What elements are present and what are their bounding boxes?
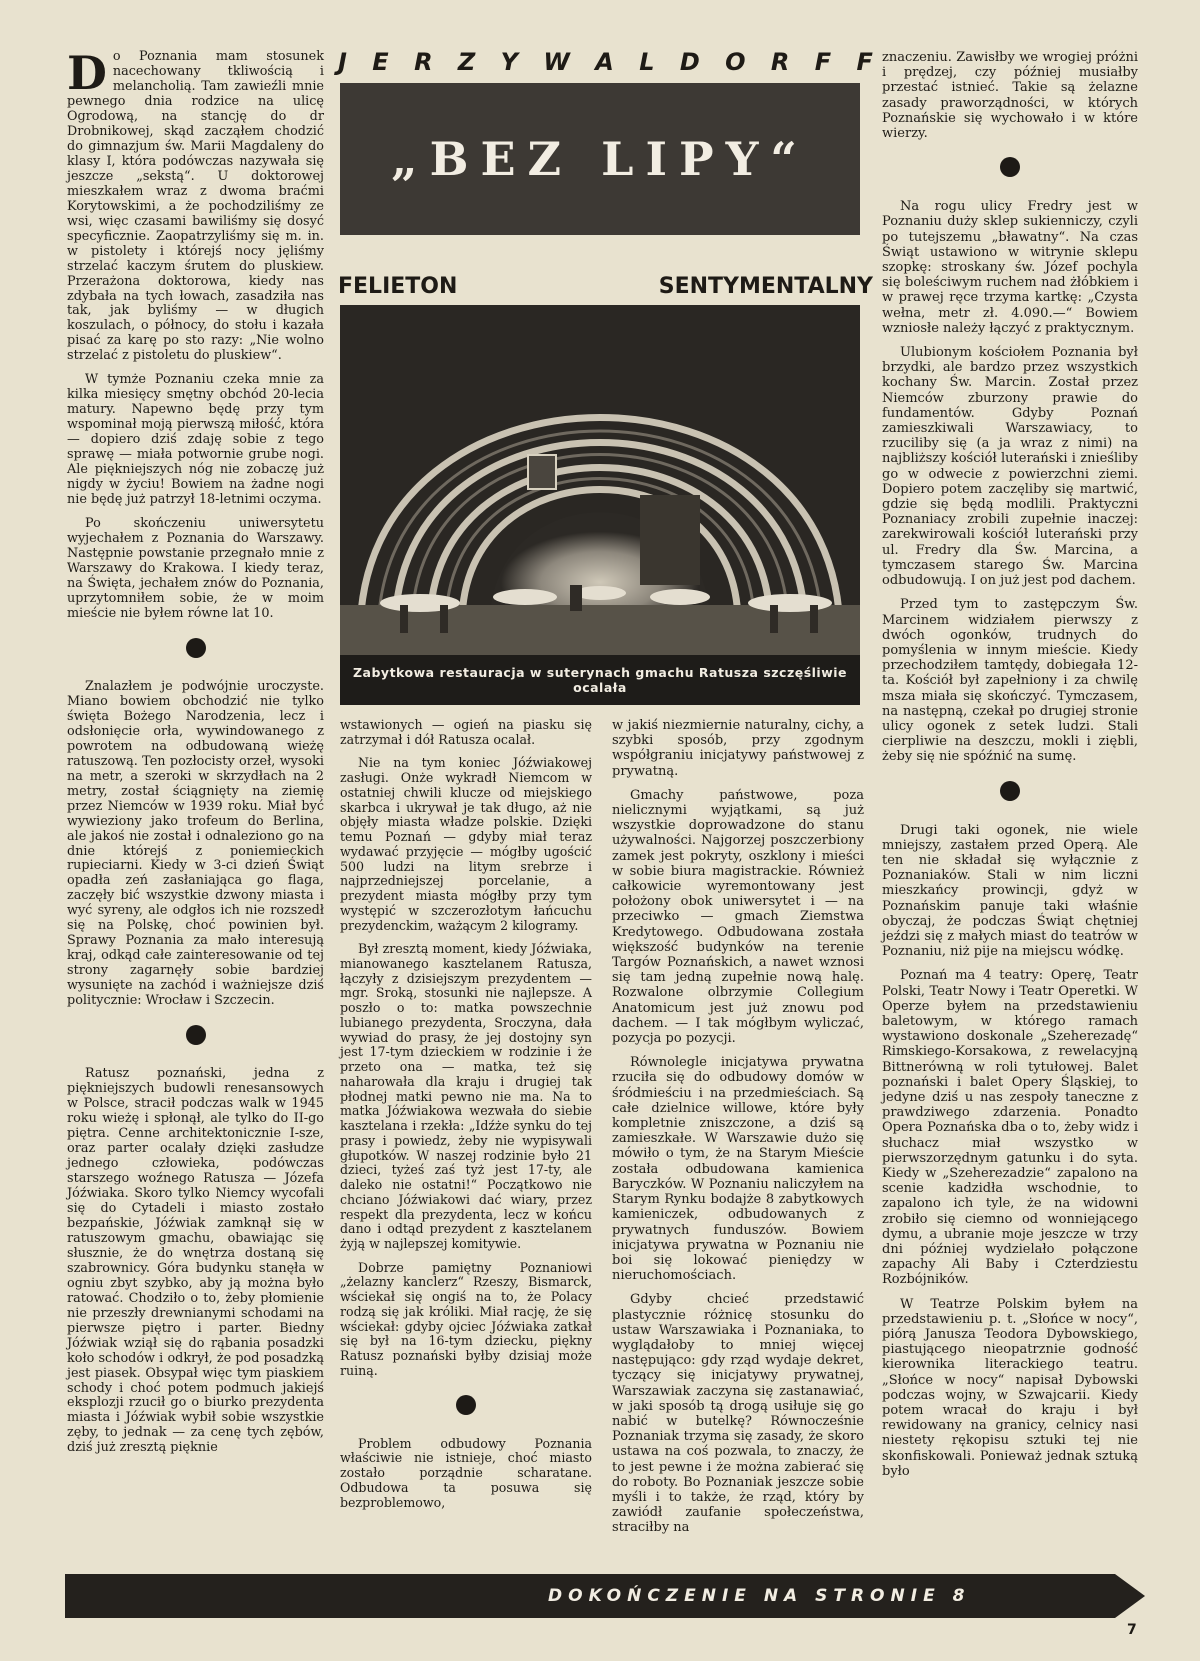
author-letter: O — [725, 48, 746, 76]
paragraph: W tymże Poznaniu czeka mnie za kilka miesięcy smętny obchód 20-lecia matury. Napewno będę przy tym wspominał moją pierwszą miłość, która — dopiero dziś zdaję sobie z tego sprawę — miała potwornie grube nogi. Ale piękniejszych nóg nie zobaczę już nigdy w życiu! Bowiem na żadne nogi nie będę już patrzył 18-letnimi oczyma. — [67, 372, 324, 508]
author-letter: J — [338, 48, 347, 76]
title-banner — [340, 83, 860, 235]
restaurant-photo — [340, 305, 860, 705]
author-letter: A — [595, 48, 614, 76]
subtitle-word: FELIETON — [338, 274, 458, 299]
paragraph: Przed tym to zastępczym Św. Marcinem widziałem pierwszy z dwóch ogonków, trudnych do pomyślenia w innym mieście. Kiedy przechodziłem tamtędy, dobiegała 12-ta. Kościół był zapełniony i za chwilę msza miała się skończyć. Tymczasem, na następną, czekał po drugiej stronie ulicy ogonek z setek ludzi. Stali cierpliwie na deszczu, mokli i ziębli, żeby się nie spóźnić na sumę. — [882, 597, 1138, 765]
drop-cap: D — [67, 46, 107, 100]
continued-on-page: DOKOŃCZENIE NA STRONIE 8 — [548, 1586, 971, 1606]
column-3 — [612, 718, 864, 1545]
author-letter: F — [856, 48, 873, 76]
section-bullet — [1000, 157, 1020, 177]
author-name — [338, 48, 873, 76]
paragraph: Równolegle inicjatywa prywatna rzuciła się do odbudowy domów w śródmieściu i na przedmieściach. Są całe dzielnice willowe, które były kompletnie zniszczone, a dziś są zamieszkałe. W Warszawie dużo się mówiło o tym, że na Starym Mieście została odbudowana kamienica Baryczków. W Poznaniu naliczyłem na Starym Rynku bodajże 8 zabytkowych kamieniczek, odbudowanych z prywatnych funduszów. Bowiem inicjatywa prywatna w Poznaniu nie boi się lokować pieniędzy w nieruchomościach. — [612, 1055, 864, 1284]
article-subtitle — [338, 274, 873, 299]
author-letter: R — [770, 48, 790, 76]
column-4 — [882, 50, 1138, 1488]
author-letter: W — [543, 48, 570, 76]
section-bullet — [456, 1395, 476, 1415]
paragraph: Na rogu ulicy Fredry jest w Poznaniu duży sklep sukienniczy, czyli po tutejszemu „bławatny“. Na czas Świąt ustawiono w witrynie sklepu szopkę: stroskany św. Józef pochyla się boleściwym ruchem nad żłóbkiem i w prawej ręce trzyma kartkę: „Czysta wełna, metr zł. 4.090.—“ Bowiem wzniosłe należy łączyć z praktycznym. — [882, 199, 1138, 336]
paragraph: Do Poznania mam stosunek nacechowany tkliwością i melancholią. Tam zawieźli mnie pewnego dnia rodzice na ulicę Ogrodową, na stancję do dr Drobnikowej, skąd zacząłem chodzić do gimnazjum św. Marii Magdaleny do klasy I, która podówczas nazywała się jeszcze „sekstą“. U doktorowej mieszkałem wraz z dwoma braćmi Korytowskimi, a że pochodziliśmy ze wsi, więc czasami bawiliśmy się dosyć specyficznie. Zaopatrzyliśmy się m. in. w pistolety i którejś nocy jęliśmy strzelać kaczym śrutem do pluskiew. Przerażona doktorowa, kiedy nas zdybała na tych łowach, zasadziła nas tak, jak byliśmy — w długich koszulach, o północy, do stołu i kazała pisać za karę po sto razy: „Nie wolno strzelać z pistoletu do pluskiew“. — [67, 46, 324, 364]
author-letter: Y — [500, 48, 519, 76]
paragraph: Dobrze pamiętny Poznaniowi „żelazny kanclerz“ Rzeszy, Bismarck, wściekał się ongiś na to, że Polacy rodzą się jak króliki. Miał rację, że się wściekał: gdyby ojciec Jóźwiaka zatkał się był na 16-tym dziecku, piękny Ratusz poznański byłby dzisiaj może ruiną. — [340, 1259, 592, 1378]
section-bullet — [186, 638, 206, 658]
column-1 — [67, 46, 324, 1465]
paragraph: Ulubionym kościołem Poznania był brzydki, ale bardzo przez wszystkich kochany Św. Marcin. Został przez Niemców zburzony prawie do fundamentów. Gdyby Poznań zamieszkiwali Warszawiacy, to rzuciliby się (a ja wraz z nimi) na najbliższy kościół luterański i znieśliby go w odwecie z powierzchni ziemi. Dopiero potem zaczęliby się martwić, gdzie się będą modlili. Praktyczni Poznaniacy zrobili zupełnie inaczej: zarekwirowali kościół luterański przy ul. Fredry dla Św. Marcina, a tymczasem starego Św. Marcina odbudowują. I on już jest pod dachem. — [882, 345, 1138, 589]
article-title: „BEZ LIPY“ — [391, 132, 809, 186]
paragraph: Ratusz poznański, jedna z piękniejszych budowli renesansowych w Polsce, stracił podczas walk w 1945 roku wieżę i spłonął, ale tylko do II-go piętra. Cenne architektonicznie I-sze, oraz parter ocalały dzięki zasłudze jednego człowieka, podówczas starszego woźnego Ratusza — Józefa Jóźwiaka. Skoro tylko Niemcy wycofali się do Cytadeli i miasto zostało bezpańskie, Jóźwiak zamknął się w ratuszowym gmachu, obawiając się słusznie, że do wnętrza dostaną się szabrownicy. Góra budynku stanęła w ogniu zbyt szybko, aby ją można było ratować. Chodziło o to, żeby płomienie nie przeszły drewnianymi schodami na pierwsze piętro i parter. Biedny Jóźwiak wziął się do rąbania posadzki koło schodów i odkrył, że pod posadzką jest piasek. Obsypał więc tym piaskiem schody i choć potem podmuch jakiejś eksplozji rzucił go o biurko prezydenta miasta i Jóźwiak wybił sobie wszystkie zęby, to jednak — za cenę tych zębów, dziś już zresztą pięknie — [67, 1066, 324, 1456]
author-letter: L — [639, 48, 655, 76]
section-bullet — [186, 1025, 206, 1045]
author-letter: E — [372, 48, 389, 76]
paragraph: Był zresztą moment, kiedy Jóźwiaka, mianowanego kasztelanem Ratusza, łączyły z dzisiejszym prezydentem — mgr. Sroką, stosunki nie najlepsze. A poszło o to: matka powszechnie lubianego prezydenta, Sroczyna, dała wywiad do prasy, że jej dostojny syn jest 17-tym dzieckiem w rodzinie i że przeto ona — matka, też się naharowała dla kraju i drugiej tak płodnej matki pewno nie ma. Na to matka Jóźwiakowa wezwała do siebie kasztelana i rzekła: „Idźże synku do tej prasy i powiedz, żeby nie wypisywali głupotków. W naszej rodzinie było 21 dzieci, tyżeś zaś tyż jest 17-ty, ale daleko nie ostatni!“ Początkowo nie chciano Jóźwiakowi dać wiary, przez respekt dla prezydenta, lecz w końcu dano i odtąd prezydent z kasztelanem żyją w najlepszej komitywie. — [340, 941, 592, 1251]
author-letter: Z — [457, 48, 476, 76]
paragraph: Gdyby chcieć przedstawić plastycznie różnicę stosunku do ustaw Warszawiaka i Poznaniaka, to wyglądałoby to mniej więcej następująco: gdy rząd wydaje dekret, tyczący się inicjatywy prywatnej, Warszawiak zaczyna się zastanawiać, w jaki sposób tą drogą usiłuje się go nabić w butelkę? Równocześnie Poznaniak trzyma się zasady, że skoro ustawa na coś pozwala, to znaczy, że to jest pewne i że można zabierać się do roboty. Bo Poznaniak jeszcze sobie myśli i to także, że rząd, który by zawiódł zaufanie społeczeństwa, straciłby na — [612, 1292, 864, 1536]
paragraph: Poznań ma 4 teatry: Operę, Teatr Polski, Teatr Nowy i Teatr Operetki. W Operze byłem na przedstawieniu baletowym, w którego ramach wystawiono doskonale „Szeherezadę“ Rimskiego-Korsakowa, z rewelacyjną Bittnerówną w roli tytułowej. Balet poznański i balet Opery Śląskiej, to jedyne dziś u nas zespoły taneczne z prawdziwego zdarzenia. Ponadto Opera Poznańska dba o to, żeby widz i słuchacz miał wszystko w pierwszorzędnym gatunku i do syta. Kiedy w „Szeherezadzie“ zapalono na scenie kadzidła wschodnie, to zapalono ich tyle, że na widowni zrobiło się ciemno od wonniejącego dymu, a ubranie moje jeszcze w trzy dni później wydzielało połączone zapachy Ali Baby i Czterdziestu Rozbójników. — [882, 968, 1138, 1288]
paragraph: Po skończeniu uniwersytetu wyjechałem z Poznania do Warszawy. Następnie powstanie przegnało mnie z Warszawy do Krakowa. I kiedy teraz, na Święta, jechałem znów do Poznania, uprzytomniłem sobie, że w moim mieście nie byłem równe lat 10. — [67, 516, 324, 621]
paragraph: w jakiś niezmiernie naturalny, cichy, a szybki sposób, przy zgodnym współgraniu inicjatywy państwowej z prywatną. — [612, 718, 864, 779]
paragraph: wstawionych — ogień na piasku się zatrzymał i dół Ratusza ocalał. — [340, 717, 592, 747]
section-bullet — [1000, 781, 1020, 801]
author-letter: D — [679, 48, 700, 76]
paragraph: Gmachy państwowe, poza nielicznymi wyjątkami, są już wszystkie doprowadzone do stanu używalności. Najgorzej poszczerbiony zamek jest pokryty, oszklony i mieści w sobie biura magistrackie. Również całkowicie wyremontowany jest położony obok uniwersytet i — na przeciwko — gmach Ziemstwa Kredytowego. Odbudowana została większość budynków na terenie Targów Poznańskich, a nawet wznosi się tam jedną zupełnie nową halę. Rozwalone olbrzymie Collegium Anatomicum jest już znowu pod dachem. — I tak mógłbym wyliczać, pozycja po pozycji. — [612, 787, 864, 1047]
author-letter: R — [414, 48, 433, 76]
paragraph: znaczeniu. Zawisłby we wrogiej próżni i prędzej, czy później musiałby przestać istnieć. Takie są żelazne zasady praworządności, w których Poznańskie się wychowało i w które wierzy. — [882, 50, 1138, 142]
author-letter: F — [814, 48, 832, 76]
paragraph: W Teatrze Polskim byłem na przedstawieniu p. t. „Słońce w nocy“, piórą Janusza Teodora Dybowskiego, piastującego nieopatrznie godność kierownika literackiego teatru. „Słońce w nocy“ napisał Dybowski podczas wojny, w Szwajcarii. Kiedy potem wracał do kraju i był rewidowany na granicy, celnicy nasi niestety rękopisu sztuki tej nie skonfiskowali. Ponieważ jednak sztuką było — [882, 1296, 1138, 1479]
vaulted-hall-illustration — [340, 305, 860, 705]
page-number: 7 — [1127, 1622, 1137, 1638]
column-2 — [340, 718, 592, 1519]
paragraph: Nie na tym koniec Jóźwiakowej zasługi. Onże wykradł Niemcom w ostatniej chwili klucze od miejskiego skarbca i ukrywał je tak długo, aż nie objęły miasta władze polskie. Dzięki temu Poznań — gdyby miał teraz wydawać przyjęcie — mógłby ugościć 500 ludzi na litym srebrze i najprzedniejszej porcelanie, a prezydent miasta mógłby przy tym występić w szczerozłotym łańcuchu prezydenckim, ważącym 2 kilogramy. — [340, 755, 592, 933]
paragraph: Problem odbudowy Poznania właściwie nie istnieje, choć miasto zostało porządnie scharatane. Odbudowa ta posuwa się bezproblemowo, — [340, 1435, 592, 1510]
photo-caption: Zabytkowa restauracja w suterynach gmachu Ratusza szczęśliwie ocalała — [352, 665, 848, 695]
paragraph: Znalazłem je podwójnie uroczyste. Miano bowiem obchodzić nie tylko święta Bożego Narodzenia, lecz i odsłonięcie orła, wywindowanego z powrotem na odbudowaną wieżę ratuszową. Ten pozłocisty orzeł, wysoki na metr, a szeroki w skrzydłach na 2 metry, został ściągnięty na ziemię przez Niemców w 1939 roku. Miał być wywieziony jako trofeum do Berlina, ale jakoś nie został i odnaleziono go na dnie którejś z poniemieckich rupieciarni. Kiedy w 3-ci dzień Świąt opadła zeń zasłaniająca go flaga, zaczęły bić wszystkie dzwony miasta i wyć syreny, ale odgłos ich nie rozszedł się na Polskę, choć powinien był. Sprawy Poznania za mało interesują kraj, odkąd całe zainteresowanie od tej strony zagarnęły sobie bardziej wysunięte na zachód i ważniejsze dziś politycznie: Wrocław i Szczecin. — [67, 678, 324, 1009]
paragraph: Drugi taki ogonek, nie wiele mniejszy, zastałem przed Operą. Ale ten nie składał się wyłącznie z Poznaniaków. Stali w nim liczni mieszkańcy prowincji, gdyż w Poznańskim panuje taki właśnie obyczaj, że podczas Świąt chętniej jeździ się z małych miast do teatrów w Poznaniu, niż pije na miejscu wódkę. — [882, 822, 1138, 960]
subtitle-word: SENTYMENTALNY — [658, 274, 873, 299]
